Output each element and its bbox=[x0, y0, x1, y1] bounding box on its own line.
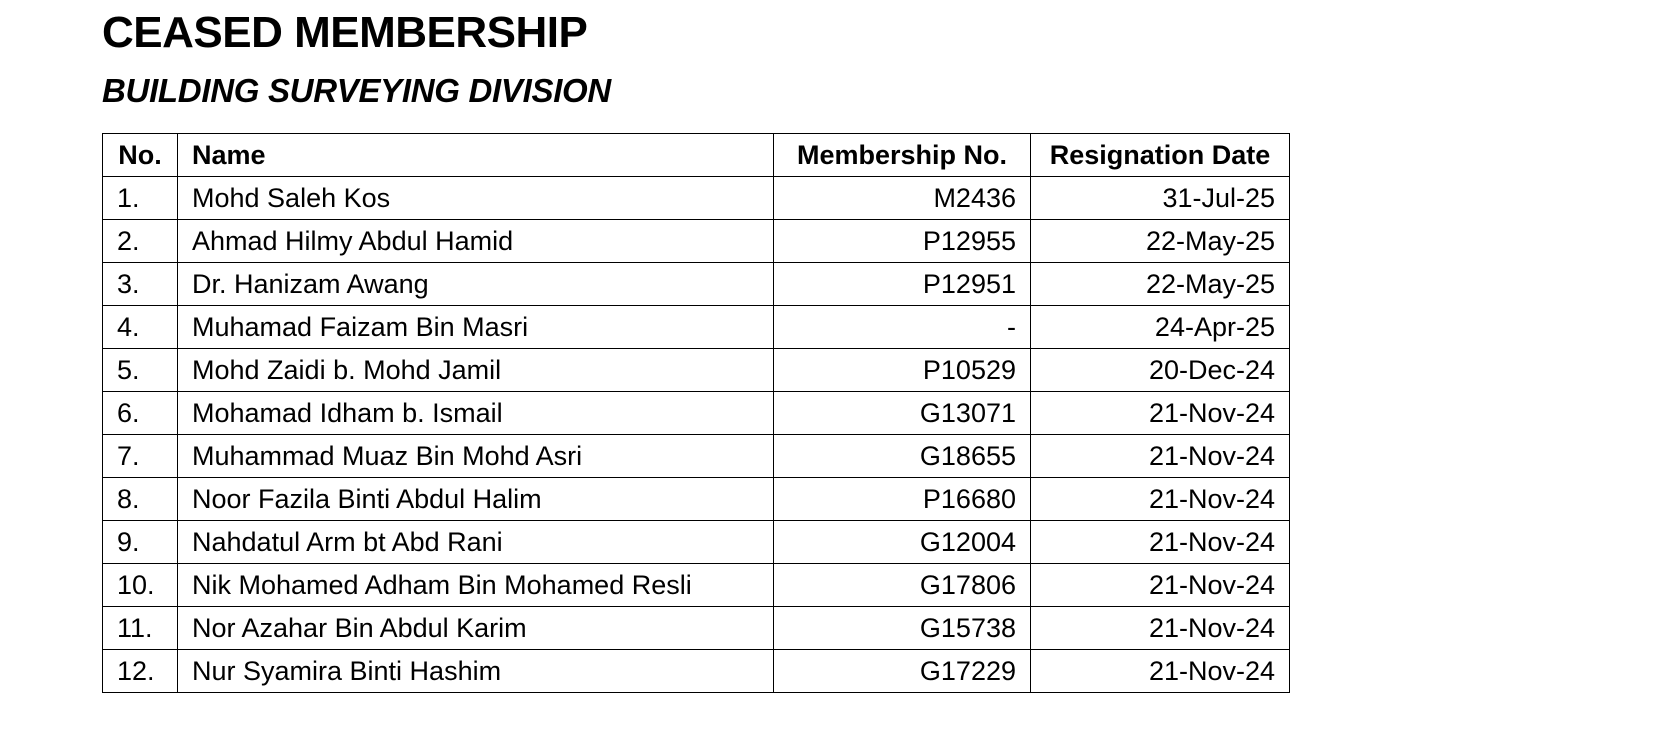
membership-no-cell: G12004 bbox=[774, 521, 1031, 564]
member-name-cell: Noor Fazila Binti Abdul Halim bbox=[178, 478, 774, 521]
resignation-date-cell: 21-Nov-24 bbox=[1031, 564, 1290, 607]
member-name-cell: Ahmad Hilmy Abdul Hamid bbox=[178, 220, 774, 263]
column-header-resignation-date: Resignation Date bbox=[1031, 134, 1290, 177]
table-row bbox=[103, 177, 1290, 220]
member-name-cell: Nahdatul Arm bt Abd Rani bbox=[178, 521, 774, 564]
membership-no-cell: P12951 bbox=[774, 263, 1031, 306]
table-row bbox=[103, 478, 1290, 521]
page-subtitle: BUILDING SURVEYING DIVISION bbox=[102, 72, 611, 109]
row-number-cell: 4. bbox=[103, 306, 178, 349]
membership-no-cell: P16680 bbox=[774, 478, 1031, 521]
column-header-membership-no: Membership No. bbox=[774, 134, 1031, 177]
membership-no-cell: G13071 bbox=[774, 392, 1031, 435]
membership-no-cell: P12955 bbox=[774, 220, 1031, 263]
resignation-date-cell: 21-Nov-24 bbox=[1031, 521, 1290, 564]
table-body bbox=[103, 177, 1290, 693]
resignation-date-cell: 22-May-25 bbox=[1031, 263, 1290, 306]
resignation-date-cell: 24-Apr-25 bbox=[1031, 306, 1290, 349]
table-row bbox=[103, 607, 1290, 650]
resignation-date-cell: 20-Dec-24 bbox=[1031, 349, 1290, 392]
table-row bbox=[103, 392, 1290, 435]
table-row bbox=[103, 650, 1290, 693]
row-number-cell: 6. bbox=[103, 392, 178, 435]
ceased-members-table bbox=[102, 133, 1290, 693]
member-name-cell: Nor Azahar Bin Abdul Karim bbox=[178, 607, 774, 650]
table-header-row bbox=[103, 134, 1290, 177]
member-name-cell: Mohamad Idham b. Ismail bbox=[178, 392, 774, 435]
member-name-cell: Dr. Hanizam Awang bbox=[178, 263, 774, 306]
resignation-date-cell: 21-Nov-24 bbox=[1031, 392, 1290, 435]
column-header-name: Name bbox=[178, 134, 774, 177]
table-row bbox=[103, 220, 1290, 263]
resignation-date-cell: 21-Nov-24 bbox=[1031, 607, 1290, 650]
member-name-cell: Nur Syamira Binti Hashim bbox=[178, 650, 774, 693]
membership-no-cell: P10529 bbox=[774, 349, 1031, 392]
resignation-date-cell: 31-Jul-25 bbox=[1031, 177, 1290, 220]
row-number-cell: 12. bbox=[103, 650, 178, 693]
membership-no-cell: G18655 bbox=[774, 435, 1031, 478]
row-number-cell: 3. bbox=[103, 263, 178, 306]
table-row bbox=[103, 564, 1290, 607]
member-name-cell: Muhamad Faizam Bin Masri bbox=[178, 306, 774, 349]
membership-no-cell: G15738 bbox=[774, 607, 1031, 650]
table-row bbox=[103, 435, 1290, 478]
resignation-date-cell: 21-Nov-24 bbox=[1031, 650, 1290, 693]
table-row bbox=[103, 521, 1290, 564]
row-number-cell: 9. bbox=[103, 521, 178, 564]
row-number-cell: 10. bbox=[103, 564, 178, 607]
member-name-cell: Nik Mohamed Adham Bin Mohamed Resli bbox=[178, 564, 774, 607]
row-number-cell: 7. bbox=[103, 435, 178, 478]
row-number-cell: 11. bbox=[103, 607, 178, 650]
table-row bbox=[103, 263, 1290, 306]
member-name-cell: Mohd Zaidi b. Mohd Jamil bbox=[178, 349, 774, 392]
membership-no-cell: M2436 bbox=[774, 177, 1031, 220]
member-name-cell: Muhammad Muaz Bin Mohd Asri bbox=[178, 435, 774, 478]
row-number-cell: 8. bbox=[103, 478, 178, 521]
member-name-cell: Mohd Saleh Kos bbox=[178, 177, 774, 220]
page-title: CEASED MEMBERSHIP bbox=[102, 8, 588, 57]
table-row bbox=[103, 349, 1290, 392]
row-number-cell: 1. bbox=[103, 177, 178, 220]
membership-no-cell: G17229 bbox=[774, 650, 1031, 693]
resignation-date-cell: 21-Nov-24 bbox=[1031, 478, 1290, 521]
row-number-cell: 5. bbox=[103, 349, 178, 392]
membership-no-cell: G17806 bbox=[774, 564, 1031, 607]
table-row bbox=[103, 306, 1290, 349]
resignation-date-cell: 21-Nov-24 bbox=[1031, 435, 1290, 478]
resignation-date-cell: 22-May-25 bbox=[1031, 220, 1290, 263]
membership-no-cell: - bbox=[774, 306, 1031, 349]
column-header-no: No. bbox=[103, 134, 178, 177]
row-number-cell: 2. bbox=[103, 220, 178, 263]
